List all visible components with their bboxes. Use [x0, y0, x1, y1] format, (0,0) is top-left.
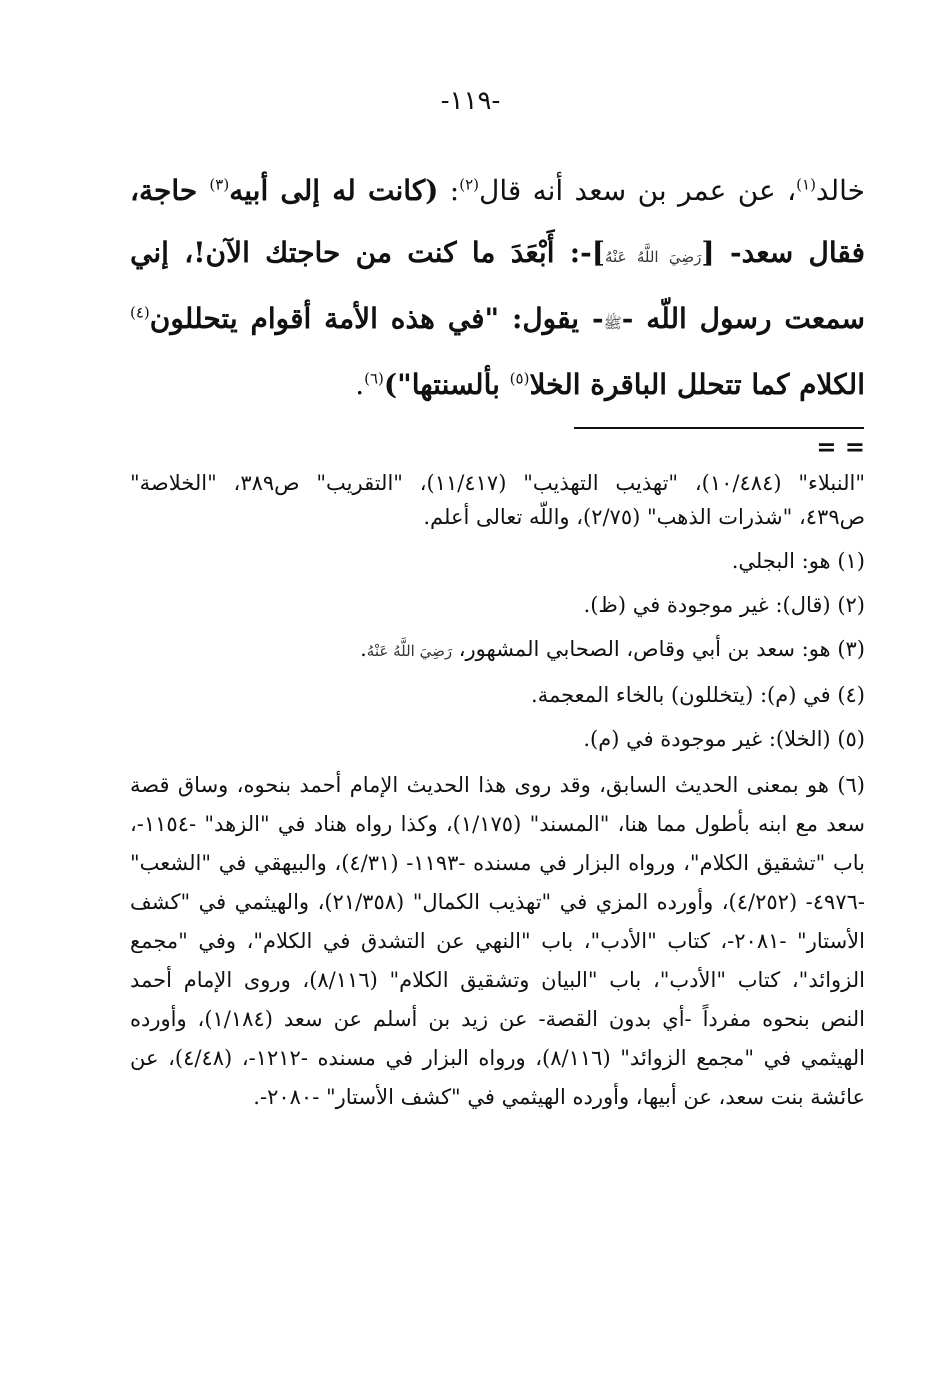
main-text-segment: :	[438, 174, 460, 207]
footnote-4	[130, 678, 865, 712]
footnote-6	[130, 766, 865, 1117]
footnote-ref: (١)	[796, 175, 816, 194]
footnote-text: هو بمعنى الحديث السابق، وقد روى هذا الحديث الإمام أحمد بنحوه، وساق قصة سعد مع ابنه بأطول مما هنا، "المسند" (١/١٧٥)، وكذا رواه هناد في "الزهد" -١١٥٤-، باب "تشقيق الكلام"، ورواه البزار في مسنده -١١٩٣- (٤/٣١)، والبيهقي في "الشعب" -٤٩٧٦- (٤/٢٥٢)، وأورده المزي في "تهذيب الكمال" (٢١/٣٥٨)، والهيثمي في "كشف الأستار" -٢٠٨١-، كتاب "الأدب"، باب "النهي عن التشدق في الكلام"، وفي "مجمع الزوائد"، كتاب "الأدب"، باب "البيان وتشقيق الكلام" (٨/١١٦)، وروى الإمام أحمد النص بنحوه مفرداً -أي بدون القصة- عن زيد بن أسلم عن سعد (١/١٨٤)، وأورده الهيثمي في "مجمع الزوائد" (٨/١١٦)، ورواه البزار في مسنده -١٢١٢-، (٤/٤٨)، عن عائشة بنت سعد، عن أبيها، وأورده الهيثمي في "كشف الأستار" -٢٠٨٠-.	[130, 773, 866, 1109]
footnote-number: (٥)	[837, 727, 865, 751]
continuation-mark: = =	[816, 432, 865, 461]
footnote-ref: (٣)	[209, 175, 230, 194]
footnote-continuation: "النبلاء" (١٠/٤٨٤)، "تهذيب التهذيب" (١١/٤١٧)، "التقريب" ص٣٨٩، "الخلاصة" ص٤٣٩، "شذرات الذهب" (٢/٧٥)، واللّه تعالى أعلم.	[130, 471, 865, 529]
page-number: -١١٩-	[440, 86, 501, 116]
main-text-segment: .	[355, 368, 365, 401]
honorific-glyph: رَضِيَ اللَّهُ عَنْهُ	[366, 642, 453, 660]
main-text-bold: الكلام كما تتحلل الباقرة الخلا	[529, 368, 865, 401]
footnote-number: (٣)	[837, 637, 865, 661]
footnote-number: (٦)	[837, 773, 865, 797]
footnote-separator	[574, 427, 864, 429]
footnote-text: (الخلا): غير موجودة في (م).	[583, 727, 831, 751]
footnote-3	[130, 632, 865, 668]
footnote-ref: (٢)	[459, 175, 479, 194]
footnote-number: (١)	[837, 549, 865, 573]
main-text-bold: بألسنتها")	[383, 368, 510, 401]
footnote-text: (قال): غير موجودة في (ظ).	[583, 593, 831, 617]
footnote-number: (٤)	[837, 683, 865, 707]
main-text-segment: ، عن عمر بن سعد أنه قال	[479, 174, 797, 207]
footnote-2	[130, 588, 865, 622]
footnote-5	[130, 722, 865, 756]
footnote-text: هو: سعد بن أبي وقاص، الصحابي المشهور،	[452, 637, 831, 661]
footnote-text: في (م): (يتخللون) بالخاء المعجمة.	[531, 683, 831, 707]
main-text-bold: ]-: أَبْعَدَ ما كنت من حاجتك الآن!، إني سمعت رسول اللّه -	[130, 236, 865, 335]
footnote-1	[130, 544, 865, 578]
main-text-segment: خالد	[815, 174, 865, 207]
main-text-bold: (كانت له إلى أبيه	[229, 174, 439, 207]
footnotes	[130, 466, 865, 1127]
salawat-glyph: ﷺ	[603, 314, 622, 332]
honorific-glyph: رَضِيَ اللَّهُ عَنْهُ	[605, 248, 702, 266]
footnote-text: هو: البجلي.	[731, 549, 831, 573]
main-text	[130, 160, 865, 416]
main-text-bold: حاجة، فقال سعد- [	[130, 174, 865, 269]
footnote-text-tail: .	[360, 637, 367, 661]
footnote-number: (٢)	[837, 593, 865, 617]
footnote-ref: (٤)	[130, 303, 150, 322]
main-text-bold: - يقول: "في هذه الأمة أقوام يتحللون	[149, 302, 604, 335]
footnote-ref: (٦)	[364, 369, 384, 388]
footnote-ref: (٥)	[509, 369, 530, 388]
